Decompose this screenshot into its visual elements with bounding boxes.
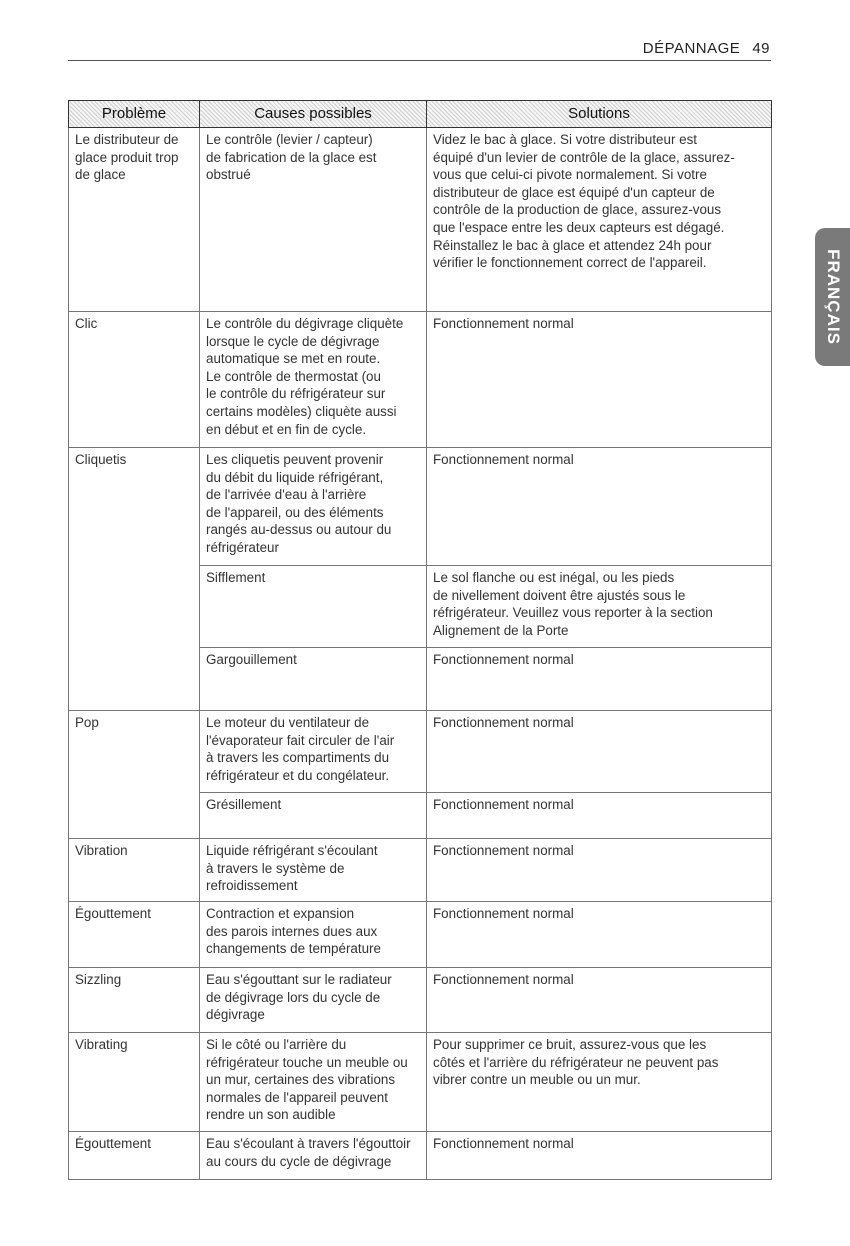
- cause-cell: Le contrôle du dégivrage cliquète lorsque le cycle de dégivrage automatique se met en route. Le contrôle de thermostat (ou le contrôle du réfrigérateur sur certains modèles) cliquète aussi en début et en fin de cycle.: [200, 312, 427, 448]
- table-row: [69, 1033, 772, 1132]
- cause-cell: Contraction et expansion des parois internes dues aux changements de température: [200, 902, 427, 968]
- solution-cell: Fonctionnement normal: [427, 793, 772, 839]
- table-row: [69, 448, 772, 566]
- solution-cell: Pour supprimer ce bruit, assurez-vous que les côtés et l'arrière du réfrigérateur ne peuvent pas vibrer contre un meuble ou un mur.: [427, 1033, 772, 1132]
- cause-cell: Le contrôle (levier / capteur) de fabrication de la glace est obstrué: [200, 128, 427, 312]
- problem-cell: Vibrating: [69, 1033, 200, 1132]
- page-header: [643, 40, 770, 57]
- solution-cell: Fonctionnement normal: [427, 448, 772, 566]
- cause-cell: Liquide réfrigérant s'écoulant à travers le système de refroidissement: [200, 839, 427, 902]
- table-row: [69, 839, 772, 902]
- cause-cell: Si le côté ou l'arrière du réfrigérateur touche un meuble ou un mur, certaines des vibrations normales de l'appareil peuvent rendre un son audible: [200, 1033, 427, 1132]
- solution-cell: Fonctionnement normal: [427, 648, 772, 711]
- solution-cell: Fonctionnement normal: [427, 711, 772, 793]
- cause-cell: Sifflement: [200, 566, 427, 648]
- solution-cell: Fonctionnement normal: [427, 312, 772, 448]
- problem-cell: Cliquetis: [69, 448, 200, 711]
- problem-cell: Égouttement: [69, 902, 200, 968]
- problem-cell: Le distributeur de glace produit trop de glace: [69, 128, 200, 312]
- solution-cell: Fonctionnement normal: [427, 839, 772, 902]
- table-row: [69, 711, 772, 793]
- solution-cell: Le sol flanche ou est inégal, ou les pieds de nivellement doivent être ajustés sous le réfrigérateur. Veuillez vous reporter à la section Alignement de la Porte: [427, 566, 772, 648]
- problem-cell: Vibration: [69, 839, 200, 902]
- cause-cell: Grésillement: [200, 793, 427, 839]
- header-problem: Problème: [69, 101, 200, 128]
- table-row: [69, 1132, 772, 1180]
- table-row: [69, 968, 772, 1033]
- page-number: 49: [752, 40, 770, 57]
- cause-cell: Les cliquetis peuvent provenir du débit du liquide réfrigérant, de l'arrivée d'eau à l'arrière de l'appareil, ou des éléments rangés au-dessus ou autour du réfrigérateur: [200, 448, 427, 566]
- solution-cell: Videz le bac à glace. Si votre distributeur est équipé d'un levier de contrôle de la glace, assurez- vous que celui-ci pivote normalement. Si votre distributeur de glace est équipé d'un capteur de contrôle de la production de glace, assurez-vous que l'espace entre les deux capteurs est dégagé. Réinstallez le bac à glace et attendez 24h pour vérifier le fonctionnement correct de l'appareil.: [427, 128, 772, 312]
- table-row: [69, 128, 772, 312]
- cause-cell: Le moteur du ventilateur de l'évaporateur fait circuler de l'air à travers les compartiments du réfrigérateur et du congélateur.: [200, 711, 427, 793]
- header-rule: [68, 60, 771, 61]
- section-title: DÉPANNAGE: [642, 40, 741, 57]
- language-tab-label: FRANÇAIS: [823, 249, 843, 345]
- cause-cell: Eau s'écoulant à travers l'égouttoir au cours du cycle de dégivrage: [200, 1132, 427, 1180]
- header-solutions: Solutions: [427, 101, 772, 128]
- table-row: [69, 312, 772, 448]
- problem-cell: Égouttement: [69, 1132, 200, 1180]
- problem-cell: Sizzling: [69, 968, 200, 1033]
- solution-cell: Fonctionnement normal: [427, 968, 772, 1033]
- troubleshooting-table: [68, 100, 772, 1180]
- header-causes: Causes possibles: [200, 101, 427, 128]
- table-header-row: [69, 101, 772, 128]
- language-tab: [815, 228, 850, 366]
- problem-cell: Clic: [69, 312, 200, 448]
- table-row: [69, 902, 772, 968]
- problem-cell: Pop: [69, 711, 200, 839]
- solution-cell: Fonctionnement normal: [427, 1132, 772, 1180]
- solution-cell: Fonctionnement normal: [427, 902, 772, 968]
- cause-cell: Eau s'égouttant sur le radiateur de dégivrage lors du cycle de dégivrage: [200, 968, 427, 1033]
- cause-cell: Gargouillement: [200, 648, 427, 711]
